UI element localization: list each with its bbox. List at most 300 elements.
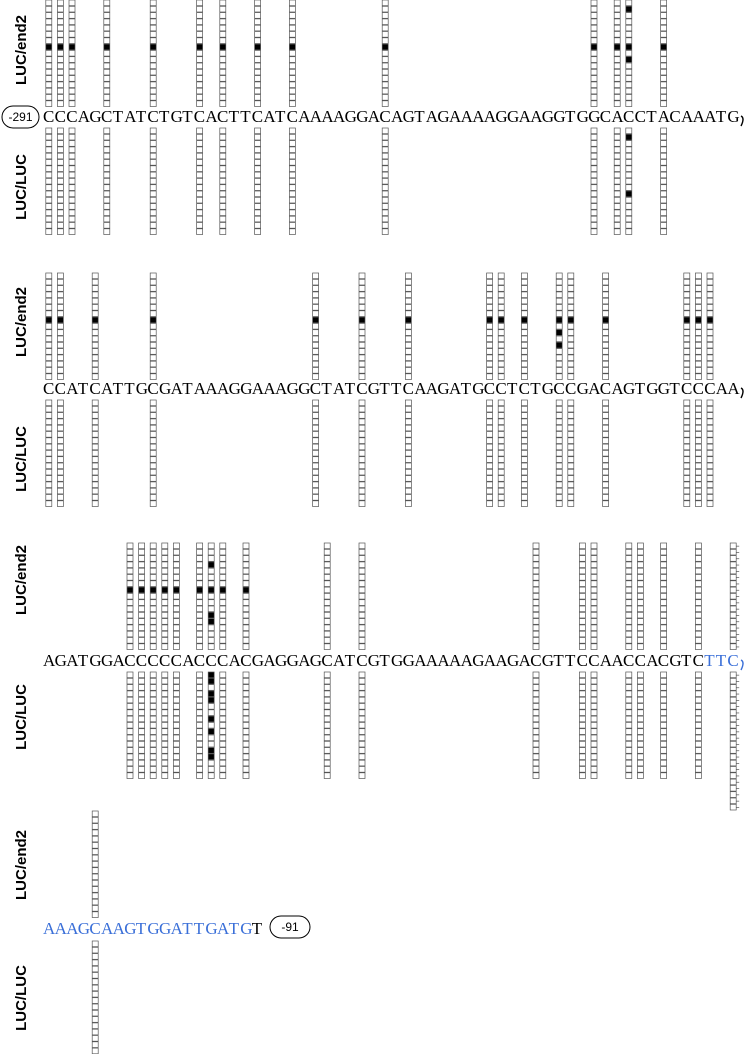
unmethylated-cell [405,311,411,317]
unmethylated-cell [220,76,226,82]
unmethylated-cell [220,593,226,599]
unmethylated-cell [197,63,203,69]
unmethylated-cell [197,568,203,574]
unmethylated-cell [579,644,585,650]
unmethylated-cell [405,368,411,374]
unmethylated-cell [695,729,701,735]
unmethylated-cell [707,463,713,469]
unmethylated-cell [57,178,63,184]
unmethylated-cell [92,413,98,419]
unmethylated-cell [695,672,701,678]
unmethylated-cell [313,374,319,380]
unmethylated-cell [626,581,632,587]
nucleotide: G [135,379,149,398]
unmethylated-cell [730,785,736,791]
unmethylated-cell [220,722,226,728]
unmethylated-cell [533,587,539,593]
nucleotide: G [367,651,381,670]
unmethylated-cell [684,361,690,367]
unmethylated-cell [127,625,133,631]
unmethylated-cell [661,6,667,12]
unmethylated-cell [359,678,365,684]
unmethylated-cell [324,722,330,728]
unmethylated-cell [487,311,493,317]
unmethylated-cell [614,128,620,134]
methylated-cell [243,587,249,593]
unmethylated-cell [220,147,226,153]
unmethylated-cell [150,19,156,25]
nucleotide: T [704,651,715,670]
unmethylated-cell [150,134,156,140]
nucleotide: G [588,107,601,126]
unmethylated-cell [46,413,52,419]
unmethylated-cell [695,349,701,355]
unmethylated-cell [92,501,98,507]
unmethylated-cell [591,0,597,6]
unmethylated-cell [661,760,667,766]
unmethylated-cell [568,368,574,374]
unmethylated-cell [289,13,295,19]
unmethylated-cell [162,606,168,612]
unmethylated-cell [289,204,295,210]
unmethylated-cell [197,556,203,562]
methylated-cell [150,587,156,593]
clone-column-bottom [162,672,168,779]
unmethylated-cell [313,413,319,419]
unmethylated-cell [487,273,493,279]
unmethylated-cell [382,197,388,203]
nucleotide: C [565,379,577,398]
unmethylated-cell [104,69,110,75]
unmethylated-cell [289,134,295,140]
unmethylated-cell [324,575,330,581]
nucleotide: G [77,919,91,938]
clone-column-bottom [579,672,585,779]
unmethylated-cell [626,729,632,735]
unmethylated-cell [69,0,75,6]
unmethylated-cell [139,562,145,568]
unmethylated-cell [220,13,226,19]
unmethylated-cell [487,419,493,425]
unmethylated-cell [695,754,701,760]
unmethylated-cell [695,400,701,406]
unmethylated-cell [150,38,156,44]
unmethylated-cell [57,153,63,159]
unmethylated-cell [707,457,713,463]
clone-column-top [162,543,168,650]
unmethylated-cell [695,568,701,574]
unmethylated-cell [614,153,620,159]
nucleotide: A [437,651,450,670]
unmethylated-cell [707,323,713,329]
unmethylated-cell [162,748,168,754]
unmethylated-cell [324,619,330,625]
unmethylated-cell [197,191,203,197]
unmethylated-cell [521,292,527,298]
unmethylated-cell [243,575,249,581]
nucleotide: G [437,107,450,126]
unmethylated-cell [127,716,133,722]
unmethylated-cell [57,88,63,94]
unmethylated-cell [533,754,539,760]
unmethylated-cell [289,160,295,166]
unmethylated-cell [57,361,63,367]
unmethylated-cell [498,330,504,336]
unmethylated-cell [255,50,261,56]
unmethylated-cell [359,286,365,292]
unmethylated-cell [208,543,214,549]
nucleotide: A [727,379,740,398]
unmethylated-cell [521,432,527,438]
unmethylated-cell [556,432,562,438]
unmethylated-cell [695,361,701,367]
nucleotide: A [495,651,508,670]
clone-column-bottom [197,672,203,779]
unmethylated-cell [359,330,365,336]
unmethylated-cell [626,141,632,147]
unmethylated-cell [521,469,527,475]
unmethylated-cell [591,722,597,728]
unmethylated-cell [521,482,527,488]
unmethylated-cell [695,342,701,348]
unmethylated-cell [162,691,168,697]
sequence-block-4 [13,811,263,1054]
unmethylated-cell [150,710,156,716]
unmethylated-cell [684,469,690,475]
unmethylated-cell [684,323,690,329]
unmethylated-cell [313,311,319,317]
unmethylated-cell [487,413,493,419]
unmethylated-cell [313,469,319,475]
nucleotide: T [182,379,193,398]
unmethylated-cell [243,606,249,612]
unmethylated-cell [220,625,226,631]
nucleotide: G [205,919,218,938]
unmethylated-cell [614,6,620,12]
unmethylated-cell [255,172,261,178]
nucleotide: A [333,107,346,126]
unmethylated-cell [359,501,365,507]
nucleotide: G [147,919,160,938]
unmethylated-cell [637,587,643,593]
unmethylated-cell [626,587,632,593]
nucleotide: A [193,379,207,398]
unmethylated-cell [603,330,609,336]
unmethylated-cell [57,76,63,82]
unmethylated-cell [707,501,713,507]
unmethylated-cell [104,0,110,6]
unmethylated-cell [243,562,249,568]
unmethylated-cell [243,760,249,766]
clone-column-top [208,543,214,650]
unmethylated-cell [487,292,493,298]
nucleotide: T [275,107,286,126]
unmethylated-cell [405,298,411,304]
unmethylated-cell [150,482,156,488]
unmethylated-cell [92,292,98,298]
nucleotide: C [147,379,159,398]
clone-column-bottom [104,128,110,235]
unmethylated-cell [487,432,493,438]
unmethylated-cell [568,311,574,317]
unmethylated-cell [359,469,365,475]
unmethylated-cell [220,223,226,229]
unmethylated-cell [208,735,214,741]
unmethylated-cell [359,450,365,456]
unmethylated-cell [533,735,539,741]
unmethylated-cell [661,82,667,88]
unmethylated-cell [359,374,365,380]
unmethylated-cell [556,349,562,355]
unmethylated-cell [46,488,52,494]
unmethylated-cell [92,406,98,412]
unmethylated-cell [359,556,365,562]
nucleotide: C [217,107,229,126]
unmethylated-cell [69,76,75,82]
methylated-cell [57,317,63,323]
unmethylated-cell [104,147,110,153]
unmethylated-cell [626,166,632,172]
unmethylated-cell [220,88,226,94]
unmethylated-cell [579,581,585,587]
unmethylated-cell [533,644,539,650]
unmethylated-cell [568,336,574,342]
nucleotide: C [669,107,681,126]
unmethylated-cell [69,13,75,19]
nucleotide: G [576,379,589,398]
unmethylated-cell [46,50,52,56]
unmethylated-cell [707,279,713,285]
unmethylated-cell [661,593,667,599]
unmethylated-cell [359,704,365,710]
unmethylated-cell [69,38,75,44]
unmethylated-cell [498,400,504,406]
nucleotide: G [669,651,682,670]
nucleotide: G [286,651,299,670]
clone-column-bottom [684,400,690,507]
unmethylated-cell [127,773,133,779]
unmethylated-cell [661,204,667,210]
unmethylated-cell [603,406,609,412]
nucleotide: G [541,651,555,670]
methylated-cell [626,44,632,50]
nucleotide: C [147,651,159,670]
unmethylated-cell [695,619,701,625]
unmethylated-cell [603,450,609,456]
unmethylated-cell [313,330,319,336]
unmethylated-cell [46,463,52,469]
nucleotide: C [356,379,368,398]
unmethylated-cell [150,374,156,380]
unmethylated-cell [197,748,203,754]
unmethylated-cell [127,672,133,678]
unmethylated-cell [255,197,261,203]
unmethylated-cell [92,400,98,406]
unmethylated-cell [707,361,713,367]
unmethylated-cell [208,741,214,747]
unmethylated-cell [46,279,52,285]
unmethylated-cell [313,425,319,431]
unmethylated-cell [695,741,701,747]
unmethylated-cell [57,50,63,56]
unmethylated-cell [173,729,179,735]
nucleotide: A [217,379,230,398]
nucleotide: A [170,919,183,938]
unmethylated-cell [684,305,690,311]
nucleotide: A [483,651,497,670]
unmethylated-cell [57,425,63,431]
nucleotide: G [472,379,485,398]
unmethylated-cell [139,729,145,735]
unmethylated-cell [150,476,156,482]
unmethylated-cell [626,101,632,107]
unmethylated-cell [637,741,643,747]
unmethylated-cell [220,631,226,637]
unmethylated-cell [69,69,75,75]
unmethylated-cell [46,368,52,374]
unmethylated-cell [533,568,539,574]
unmethylated-cell [173,767,179,773]
unmethylated-cell [591,216,597,222]
unmethylated-cell [521,330,527,336]
unmethylated-cell [382,185,388,191]
unmethylated-cell [139,685,145,691]
unmethylated-cell [626,13,632,19]
unmethylated-cell [150,141,156,147]
unmethylated-cell [359,355,365,361]
clone-column-top [139,543,145,650]
unmethylated-cell [487,349,493,355]
unmethylated-cell [57,38,63,44]
unmethylated-cell [579,568,585,574]
unmethylated-cell [92,1036,98,1042]
unmethylated-cell [498,495,504,501]
unmethylated-cell [568,323,574,329]
unmethylated-cell [626,685,632,691]
unmethylated-cell [46,223,52,229]
unmethylated-cell [684,419,690,425]
unmethylated-cell [69,185,75,191]
unmethylated-cell [57,438,63,444]
unmethylated-cell [313,476,319,482]
clone-column-top [591,0,597,107]
unmethylated-cell [695,336,701,342]
methylated-cell [69,44,75,50]
unmethylated-cell [707,419,713,425]
unmethylated-cell [498,419,504,425]
unmethylated-cell [92,368,98,374]
unmethylated-cell [359,342,365,348]
unmethylated-cell [637,600,643,606]
unmethylated-cell [730,606,736,612]
unmethylated-cell [533,600,539,606]
unmethylated-cell [382,101,388,107]
unmethylated-cell [57,134,63,140]
unmethylated-cell [150,722,156,728]
nucleotide: A [657,107,671,126]
unmethylated-cell [661,543,667,549]
clone-column-top [626,0,632,107]
unmethylated-cell [684,495,690,501]
unmethylated-cell [556,425,562,431]
unmethylated-cell [382,57,388,63]
unmethylated-cell [603,305,609,311]
unmethylated-cell [197,600,203,606]
unmethylated-cell [69,6,75,12]
unmethylated-cell [220,729,226,735]
unmethylated-cell [695,638,701,644]
unmethylated-cell [150,153,156,159]
unmethylated-cell [730,619,736,625]
unmethylated-cell [591,612,597,618]
unmethylated-cell [684,432,690,438]
unmethylated-cell [521,368,527,374]
unmethylated-cell [661,748,667,754]
unmethylated-cell [684,450,690,456]
unmethylated-cell [313,495,319,501]
unmethylated-cell [730,600,736,606]
unmethylated-cell [46,406,52,412]
unmethylated-cell [92,941,98,947]
unmethylated-cell [730,722,736,728]
unmethylated-cell [220,568,226,574]
end-position-marker [270,916,310,938]
unmethylated-cell [92,432,98,438]
unmethylated-cell [150,298,156,304]
unmethylated-cell [405,495,411,501]
unmethylated-cell [104,13,110,19]
unmethylated-cell [626,612,632,618]
unmethylated-cell [405,463,411,469]
nucleotide: C [704,379,716,398]
nucleotide: G [391,651,404,670]
unmethylated-cell [289,0,295,6]
unmethylated-cell [57,495,63,501]
unmethylated-cell [661,587,667,593]
unmethylated-cell [695,330,701,336]
unmethylated-cell [162,773,168,779]
unmethylated-cell [150,82,156,88]
nucleotide: G [541,379,555,398]
nucleotide: C [553,379,565,398]
nucleotide: G [495,107,508,126]
unmethylated-cell [220,691,226,697]
unmethylated-cell [220,735,226,741]
unmethylated-cell [313,444,319,450]
unmethylated-cell [289,197,295,203]
unmethylated-cell [359,305,365,311]
unmethylated-cell [498,425,504,431]
unmethylated-cell [150,606,156,612]
unmethylated-cell [603,368,609,374]
unmethylated-cell [243,748,249,754]
nucleotide: A [611,651,624,670]
methylated-cell [208,729,214,735]
unmethylated-cell [150,216,156,222]
unmethylated-cell [684,488,690,494]
unmethylated-cell [162,678,168,684]
unmethylated-cell [359,413,365,419]
unmethylated-cell [661,0,667,6]
unmethylated-cell [730,798,736,804]
unmethylated-cell [243,678,249,684]
nucleotide: T [669,379,680,398]
unmethylated-cell [243,691,249,697]
unmethylated-cell [150,575,156,581]
unmethylated-cell [626,160,632,166]
unmethylated-cell [556,355,562,361]
nucleotide: T [344,651,355,670]
